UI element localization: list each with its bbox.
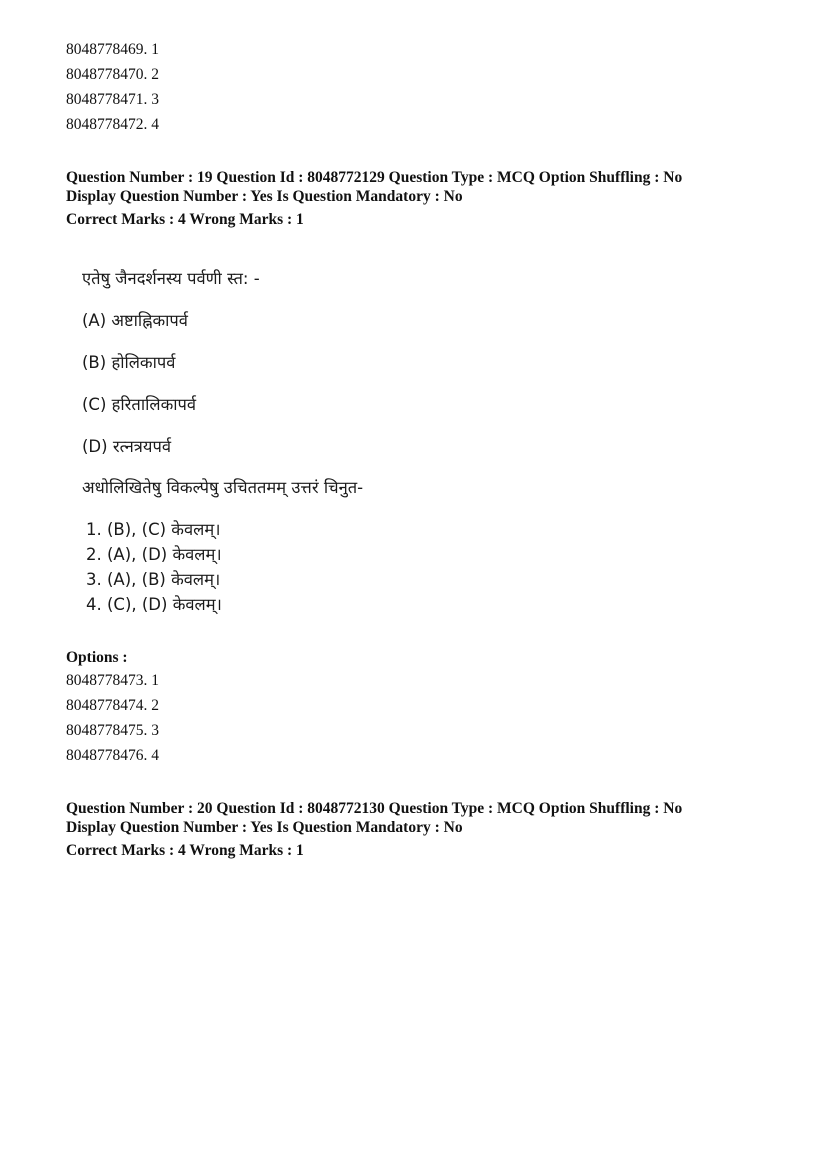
options-label: Options : bbox=[66, 649, 128, 666]
question-instruction: अधोलिखितेषु विकल्पेषु उचिततमम् उत्तरं चिनुत- bbox=[82, 478, 364, 497]
option-row: 8048778476. 4 bbox=[66, 747, 159, 764]
question-item-c: (C) हरितालिकापर्व bbox=[82, 395, 197, 414]
question-marks: Correct Marks : 4 Wrong Marks : 1 bbox=[66, 211, 304, 228]
answer-choice-2: 2. (A), (D) केवलम्। bbox=[86, 545, 222, 564]
answer-choice-3: 3. (A), (B) केवलम्। bbox=[86, 570, 221, 589]
option-row: 8048778472. 4 bbox=[66, 116, 159, 133]
option-row: 8048778470. 2 bbox=[66, 66, 159, 83]
option-row: 8048778474. 2 bbox=[66, 697, 159, 714]
option-row: 8048778471. 3 bbox=[66, 91, 159, 108]
question-header-line2: Display Question Number : Yes Is Question Mandatory : No bbox=[66, 188, 463, 205]
option-row: 8048778473. 1 bbox=[66, 672, 159, 689]
question-item-d: (D) रत्नत्रयपर्व bbox=[82, 437, 172, 456]
answer-choice-4: 4. (C), (D) केवलम्। bbox=[86, 595, 222, 614]
question-marks: Correct Marks : 4 Wrong Marks : 1 bbox=[66, 842, 304, 859]
question-header-line1: Question Number : 20 Question Id : 8048772130 Question Type : MCQ Option Shuffling : No bbox=[66, 800, 683, 817]
question-item-a: (A) अष्टाह्निकापर्व bbox=[82, 311, 188, 330]
question-stem: एतेषु जैनदर्शनस्य पर्वणी स्त: - bbox=[82, 269, 260, 288]
question-header-line1: Question Number : 19 Question Id : 8048772129 Question Type : MCQ Option Shuffling : No bbox=[66, 169, 683, 186]
option-row: 8048778469. 1 bbox=[66, 41, 159, 58]
question-item-b: (B) होलिकापर्व bbox=[82, 353, 176, 372]
answer-choice-1: 1. (B), (C) केवलम्। bbox=[86, 520, 221, 539]
option-row: 8048778475. 3 bbox=[66, 722, 159, 739]
question-header-line2: Display Question Number : Yes Is Question Mandatory : No bbox=[66, 819, 463, 836]
